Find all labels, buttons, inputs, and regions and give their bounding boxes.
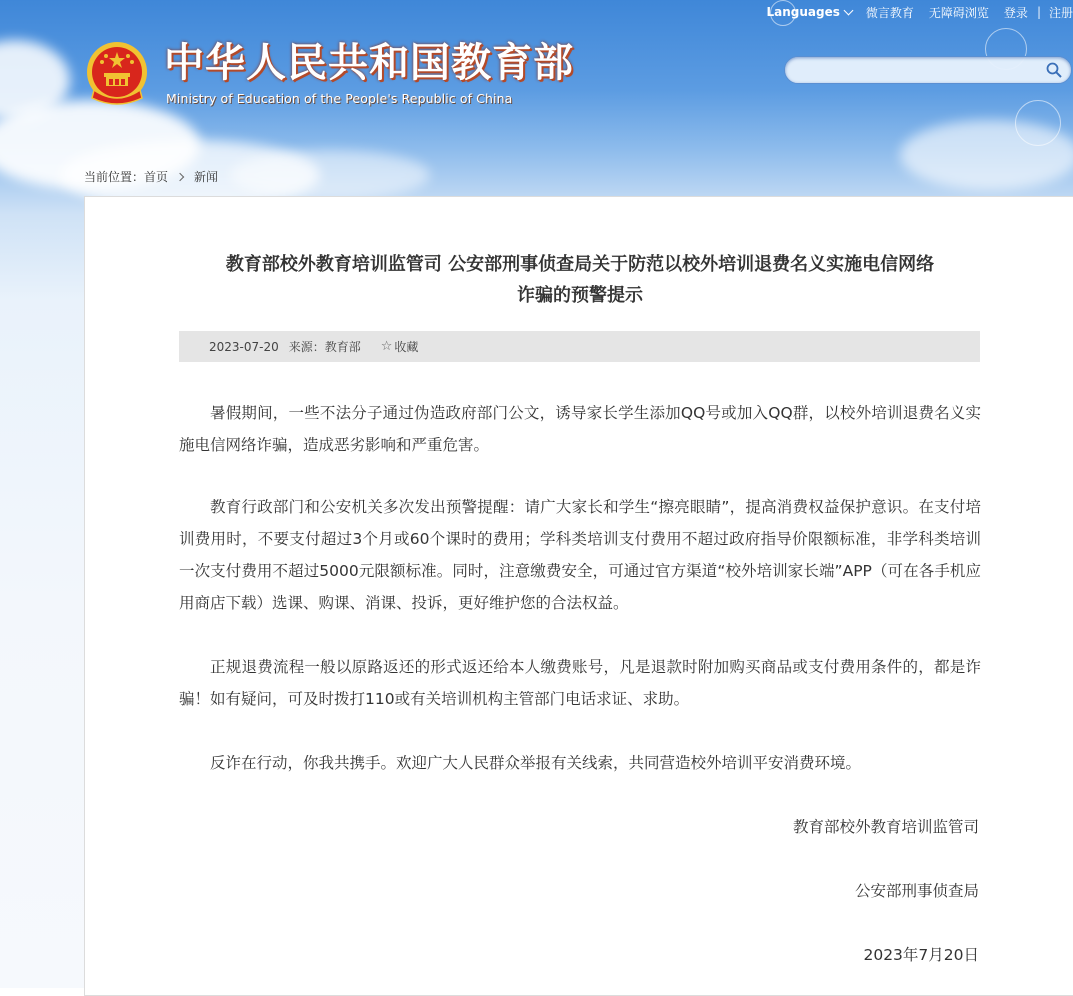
signature-date: 2023年7月20日	[863, 939, 979, 971]
signature-moe-dept: 教育部校外教育培训监管司	[793, 811, 979, 843]
languages-label: Languages	[767, 5, 840, 19]
link-login[interactable]: 登录	[1004, 4, 1028, 21]
link-register[interactable]: 注册	[1049, 4, 1073, 21]
article-title-line: 教育部校外教育培训监管司 公安部刑事侦查局关于防范以校外培训退费名义实施电信网络	[181, 249, 979, 280]
article-title-line: 诈骗的预警提示	[181, 280, 979, 311]
dandelion-decoration	[1015, 100, 1061, 146]
article-title	[181, 249, 979, 311]
article-paragraph: 正规退费流程一般以原路返还的形式返还给本人缴费账号，凡是退款时附加购买商品或支付费用条件的，都是诈骗！如有疑问，可及时拨打110或有关培训机构主管部门电话求证、求助。	[179, 651, 981, 715]
favorite-button[interactable]	[381, 338, 419, 355]
site-subtitle: Ministry of Education of the People's Republic of China	[166, 91, 512, 106]
article-panel	[84, 196, 1073, 996]
article-paragraph: 暑假期间，一些不法分子通过伪造政府部门公文，诱导家长学生添加QQ号或加入QQ群，以校外培训退费名义实施电信网络诈骗，造成恶劣影响和严重危害。	[179, 397, 981, 461]
search-box	[784, 56, 1072, 84]
search-input[interactable]	[797, 61, 1031, 81]
chevron-down-icon	[843, 5, 853, 15]
search-icon[interactable]	[1046, 62, 1062, 78]
link-accessibility[interactable]: 无障碍浏览	[929, 4, 989, 21]
top-links-bar	[767, 3, 1073, 21]
languages-menu[interactable]	[767, 5, 852, 19]
signature-police-bureau: 公安部刑事侦查局	[855, 875, 979, 907]
emblem-icon	[84, 40, 150, 108]
breadcrumb-home[interactable]: 首页	[144, 168, 168, 185]
site-title: 中华人民共和国教育部	[164, 38, 574, 88]
chevron-right-icon	[176, 172, 184, 180]
article-paragraph: 反诈在行动，你我共携手。欢迎广大人民群众举报有关线索，共同营造校外培训平安消费环境。	[179, 747, 981, 779]
cloud-decoration	[230, 150, 430, 200]
breadcrumb	[84, 168, 218, 185]
favorite-label: 收藏	[394, 338, 418, 355]
breadcrumb-prefix: 当前位置：	[84, 168, 144, 185]
article-date: 2023-07-20	[209, 340, 279, 354]
link-weiyan[interactable]: 微言教育	[866, 4, 914, 21]
breadcrumb-current[interactable]: 新闻	[194, 168, 218, 185]
article-paragraph: 教育行政部门和公安机关多次发出预警提醒：请广大家长和学生“擦亮眼睛”，提高消费权益保护意识。在支付培训费用时，不要支付超过3个月或60个课时的费用；学科类培训支付费用不超过政府指导价限额标准，非学科类培训一次支付费用不超过5000元限额标准。同时，注意缴费安全，可通过官方渠道“校外培训家长端”APP（可在各手机应用商店下载）选课、购课、消课、投诉，更好维护您的合法权益。	[179, 491, 981, 619]
article-source: 来源：教育部	[289, 338, 361, 355]
divider: |	[1037, 5, 1041, 19]
star-icon: ☆	[381, 339, 393, 354]
article-meta-bar	[179, 331, 980, 362]
